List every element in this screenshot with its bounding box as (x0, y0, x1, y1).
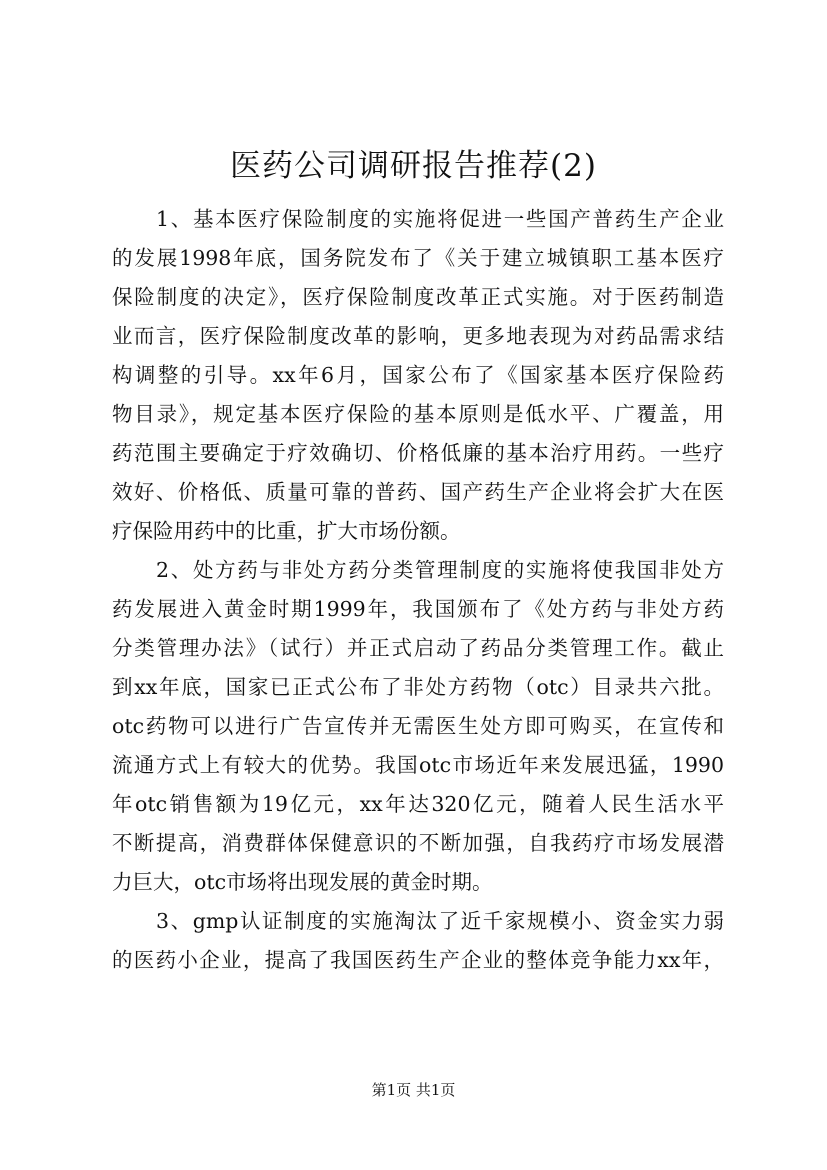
text-line: 药范围主要确定于疗效确切、价格低廉的基本治疗用药。一些疗 (112, 441, 724, 465)
text-line: 构调整的引导。xx年6月，国家公布了《国家基本医疗保险药 (112, 363, 724, 387)
document-body (112, 200, 724, 980)
text-line: 物目录》，规定基本医疗保险的基本原则是低水平、广覆盖，用 (112, 402, 724, 426)
text-line: otc药物可以进行广告宣传并无需医生处方即可购买，在宣传和 (112, 714, 724, 738)
text-line: 1、基本医疗保险制度的实施将促进一些国产普药生产企业 (156, 207, 724, 231)
document-title: 医药公司调研报告推荐(2) (230, 148, 597, 184)
text-line: 效好、价格低、质量可靠的普药、国产药生产企业将会扩大在医 (112, 480, 724, 504)
text-line: 药发展进入黄金时期1999年，我国颁布了《处方药与非处方药 (112, 597, 724, 621)
text-line: 流通方式上有较大的优势。我国otc市场近年来发展迅猛，1990 (112, 753, 724, 777)
text-line: 分类管理办法》（试行）并正式启动了药品分类管理工作。截止 (112, 636, 724, 660)
page-footer: 第1页 共1页 (371, 1081, 456, 1099)
text-line: 保险制度的决定》，医疗保险制度改革正式实施。对于医药制造 (112, 285, 724, 309)
text-line: 3、gmp认证制度的实施淘汰了近千家规模小、资金实力弱 (156, 909, 724, 933)
text-line: 的发展1998年底，国务院发布了《关于建立城镇职工基本医疗 (112, 246, 724, 270)
text-line: 2、处方药与非处方药分类管理制度的实施将使我国非处方 (156, 558, 724, 582)
text-line: 业而言，医疗保险制度改革的影响，更多地表现为对药品需求结 (112, 324, 724, 348)
text-line: 力巨大，otc市场将出现发展的黄金时期。 (112, 870, 493, 894)
text-line: 的医药小企业，提高了我国医药生产企业的整体竞争能力xx年， (112, 948, 724, 972)
text-line: 不断提高，消费群体保健意识的不断加强，自我药疗市场发展潜 (112, 831, 724, 855)
text-line: 年otc销售额为19亿元，xx年达320亿元，随着人民生活水平 (112, 792, 724, 816)
text-line: 到xx年底，国家已正式公布了非处方药物（otc）目录共六批。 (112, 675, 724, 699)
text-line: 疗保险用药中的比重，扩大市场份额。 (112, 519, 461, 543)
